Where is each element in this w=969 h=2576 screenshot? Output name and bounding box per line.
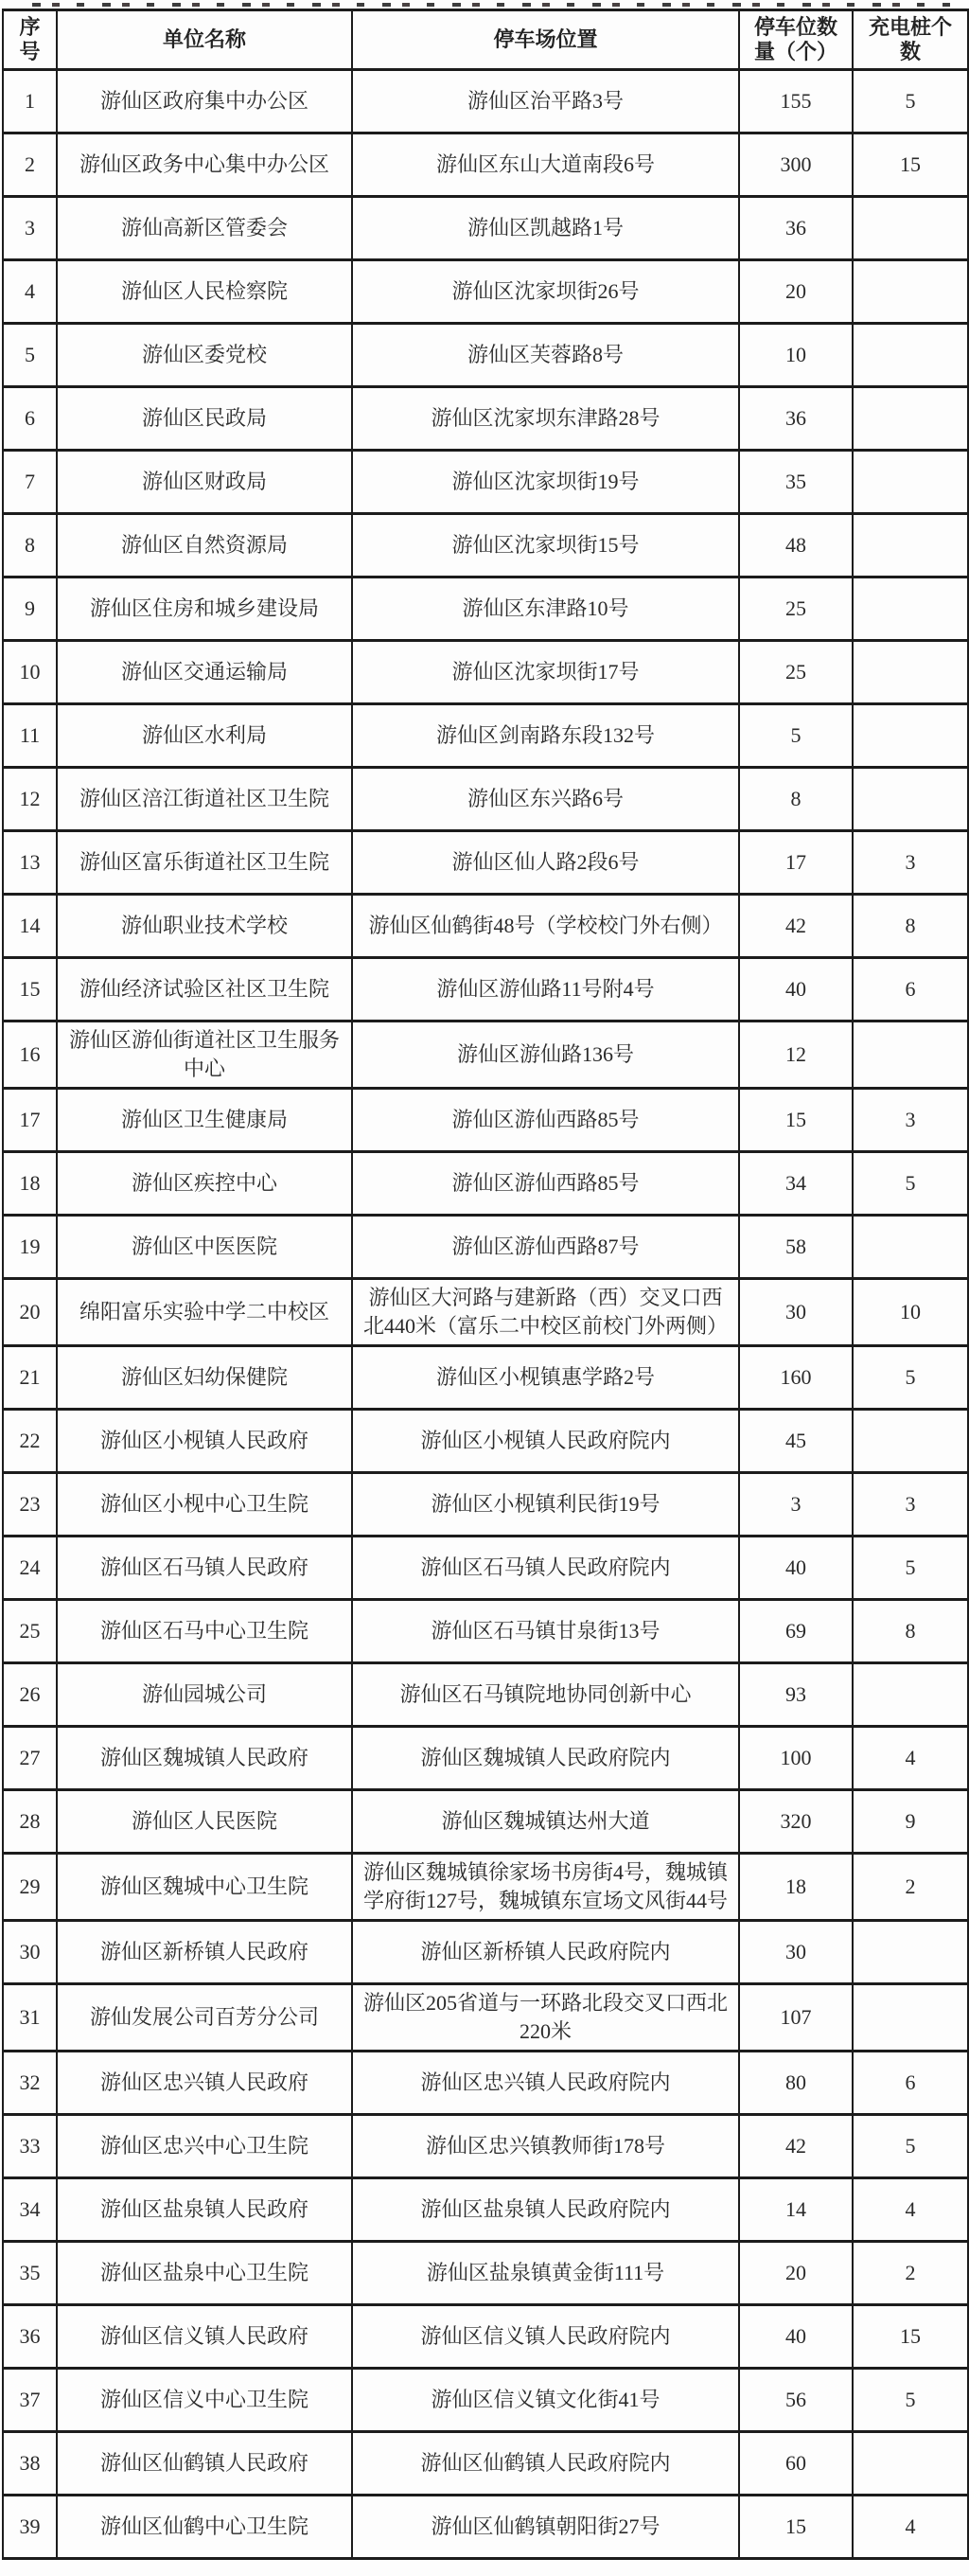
header-row bbox=[3, 10, 968, 70]
cell-location: 游仙区魏城镇徐家场书房街4号，魏城镇学府街127号，魏城镇东宣场文风街44号 bbox=[352, 1854, 739, 1921]
cell-index: 9 bbox=[3, 577, 57, 641]
cell-index: 36 bbox=[3, 2305, 57, 2369]
cell-unit-name: 游仙区忠兴中心卫生院 bbox=[57, 2115, 352, 2178]
cell-location: 游仙区仙鹤镇朝阳街27号 bbox=[352, 2496, 739, 2559]
cell-spaces: 15 bbox=[739, 1089, 853, 1152]
cell-spaces: 60 bbox=[739, 2432, 853, 2496]
cell-spaces: 30 bbox=[739, 1279, 853, 1346]
table-row bbox=[3, 1537, 968, 1600]
cell-index: 18 bbox=[3, 1152, 57, 1216]
table-row bbox=[3, 2305, 968, 2369]
cell-unit-name: 游仙区疾控中心 bbox=[57, 1152, 352, 1216]
cell-unit-name: 游仙区忠兴镇人民政府 bbox=[57, 2052, 352, 2115]
cell-spaces: 36 bbox=[739, 387, 853, 451]
cell-location: 游仙区小枧镇人民政府院内 bbox=[352, 1410, 739, 1473]
cell-spaces: 25 bbox=[739, 641, 853, 704]
cell-index: 29 bbox=[3, 1854, 57, 1921]
cell-unit-name: 游仙区盐泉中心卫生院 bbox=[57, 2242, 352, 2305]
cell-location: 游仙区205省道与一环路北段交叉口西北220米 bbox=[352, 1984, 739, 2052]
table-row bbox=[3, 324, 968, 387]
cell-unit-name: 游仙区仙鹤镇人民政府 bbox=[57, 2432, 352, 2496]
cell-index: 35 bbox=[3, 2242, 57, 2305]
cell-location: 游仙区游仙西路85号 bbox=[352, 1089, 739, 1152]
table-row bbox=[3, 958, 968, 1022]
cell-unit-name: 游仙区政府集中办公区 bbox=[57, 70, 352, 133]
cell-location: 游仙区魏城镇达州大道 bbox=[352, 1790, 739, 1854]
table-row bbox=[3, 1279, 968, 1346]
cell-chargers: 4 bbox=[853, 2496, 968, 2559]
cell-unit-name: 游仙区石马镇人民政府 bbox=[57, 1537, 352, 1600]
table-row bbox=[3, 768, 968, 831]
cell-spaces: 20 bbox=[739, 2242, 853, 2305]
cell-location: 游仙区小枧镇利民街19号 bbox=[352, 1473, 739, 1537]
cell-chargers: 6 bbox=[853, 958, 968, 1022]
table-row bbox=[3, 1473, 968, 1537]
cell-index: 5 bbox=[3, 324, 57, 387]
cell-chargers bbox=[853, 324, 968, 387]
cell-index: 23 bbox=[3, 1473, 57, 1537]
cell-spaces: 14 bbox=[739, 2178, 853, 2242]
table-row bbox=[3, 2369, 968, 2432]
cell-chargers bbox=[853, 451, 968, 514]
cell-index: 32 bbox=[3, 2052, 57, 2115]
cell-location: 游仙区仙人路2段6号 bbox=[352, 831, 739, 895]
table-row bbox=[3, 1152, 968, 1216]
cell-unit-name: 绵阳富乐实验中学二中校区 bbox=[57, 1279, 352, 1346]
cell-unit-name: 游仙区富乐街道社区卫生院 bbox=[57, 831, 352, 895]
cell-index: 20 bbox=[3, 1279, 57, 1346]
cell-spaces: 18 bbox=[739, 1854, 853, 1921]
cell-location: 游仙区石马镇院地协同创新中心 bbox=[352, 1663, 739, 1727]
cell-unit-name: 游仙区信义中心卫生院 bbox=[57, 2369, 352, 2432]
table-row bbox=[3, 641, 968, 704]
table-row bbox=[3, 1854, 968, 1921]
cell-chargers bbox=[853, 1921, 968, 1984]
cell-spaces: 40 bbox=[739, 958, 853, 1022]
cell-spaces: 45 bbox=[739, 1410, 853, 1473]
cell-spaces: 40 bbox=[739, 1537, 853, 1600]
cell-spaces: 10 bbox=[739, 324, 853, 387]
cell-chargers bbox=[853, 197, 968, 260]
cell-chargers bbox=[853, 577, 968, 641]
cell-chargers bbox=[853, 260, 968, 324]
cell-unit-name: 游仙区盐泉镇人民政府 bbox=[57, 2178, 352, 2242]
cell-unit-name: 游仙发展公司百芳分公司 bbox=[57, 1984, 352, 2052]
cell-unit-name: 游仙区魏城镇人民政府 bbox=[57, 1727, 352, 1790]
table-row bbox=[3, 2178, 968, 2242]
cell-unit-name: 游仙区涪江街道社区卫生院 bbox=[57, 768, 352, 831]
cell-spaces: 300 bbox=[739, 133, 853, 197]
cell-spaces: 56 bbox=[739, 2369, 853, 2432]
cell-chargers: 4 bbox=[853, 1727, 968, 1790]
cell-location: 游仙区游仙西路85号 bbox=[352, 1152, 739, 1216]
cell-index: 12 bbox=[3, 768, 57, 831]
table-row bbox=[3, 70, 968, 133]
cell-location: 游仙区游仙路11号附4号 bbox=[352, 958, 739, 1022]
cell-spaces: 107 bbox=[739, 1984, 853, 2052]
table-row bbox=[3, 197, 968, 260]
cell-spaces: 36 bbox=[739, 197, 853, 260]
cell-chargers: 5 bbox=[853, 2369, 968, 2432]
cell-chargers: 15 bbox=[853, 2305, 968, 2369]
cell-index: 31 bbox=[3, 1984, 57, 2052]
table-row bbox=[3, 451, 968, 514]
cell-index: 17 bbox=[3, 1089, 57, 1152]
cell-location: 游仙区信义镇人民政府院内 bbox=[352, 2305, 739, 2369]
col-header-index: 序号 bbox=[3, 10, 57, 70]
cell-spaces: 3 bbox=[739, 1473, 853, 1537]
cell-chargers: 2 bbox=[853, 1854, 968, 1921]
cell-unit-name: 游仙区民政局 bbox=[57, 387, 352, 451]
col-header-chargers: 充电桩个数 bbox=[853, 10, 968, 70]
cell-chargers bbox=[853, 641, 968, 704]
cell-unit-name: 游仙区住房和城乡建设局 bbox=[57, 577, 352, 641]
cell-index: 39 bbox=[3, 2496, 57, 2559]
cell-spaces: 100 bbox=[739, 1727, 853, 1790]
table-header bbox=[3, 10, 968, 70]
cell-index: 13 bbox=[3, 831, 57, 895]
cell-spaces: 155 bbox=[739, 70, 853, 133]
cell-spaces: 48 bbox=[739, 514, 853, 577]
col-header-location: 停车场位置 bbox=[352, 10, 739, 70]
cell-index: 11 bbox=[3, 704, 57, 768]
cell-unit-name: 游仙区小枧中心卫生院 bbox=[57, 1473, 352, 1537]
cell-unit-name: 游仙区人民检察院 bbox=[57, 260, 352, 324]
cell-location: 游仙区新桥镇人民政府院内 bbox=[352, 1921, 739, 1984]
cell-unit-name: 游仙区石马中心卫生院 bbox=[57, 1600, 352, 1663]
cell-chargers bbox=[853, 2432, 968, 2496]
cell-chargers: 2 bbox=[853, 2242, 968, 2305]
cell-chargers: 9 bbox=[853, 1790, 968, 1854]
cell-index: 19 bbox=[3, 1216, 57, 1279]
cell-unit-name: 游仙区政务中心集中办公区 bbox=[57, 133, 352, 197]
cell-index: 38 bbox=[3, 2432, 57, 2496]
cell-location: 游仙区治平路3号 bbox=[352, 70, 739, 133]
cell-location: 游仙区沈家坝街19号 bbox=[352, 451, 739, 514]
cell-location: 游仙区沈家坝东津路28号 bbox=[352, 387, 739, 451]
cell-spaces: 17 bbox=[739, 831, 853, 895]
cell-index: 27 bbox=[3, 1727, 57, 1790]
table-row bbox=[3, 1022, 968, 1089]
table-row bbox=[3, 1410, 968, 1473]
cell-location: 游仙区东津路10号 bbox=[352, 577, 739, 641]
cell-chargers bbox=[853, 704, 968, 768]
cell-spaces: 35 bbox=[739, 451, 853, 514]
cell-chargers bbox=[853, 514, 968, 577]
cell-chargers: 8 bbox=[853, 1600, 968, 1663]
table-row bbox=[3, 1663, 968, 1727]
cell-index: 34 bbox=[3, 2178, 57, 2242]
cell-location: 游仙区魏城镇人民政府院内 bbox=[352, 1727, 739, 1790]
cell-spaces: 69 bbox=[739, 1600, 853, 1663]
table-row bbox=[3, 831, 968, 895]
cell-unit-name: 游仙区新桥镇人民政府 bbox=[57, 1921, 352, 1984]
cell-chargers: 3 bbox=[853, 1473, 968, 1537]
cell-spaces: 5 bbox=[739, 704, 853, 768]
table-row bbox=[3, 1600, 968, 1663]
cell-unit-name: 游仙区自然资源局 bbox=[57, 514, 352, 577]
cell-chargers: 4 bbox=[853, 2178, 968, 2242]
cell-spaces: 40 bbox=[739, 2305, 853, 2369]
cropped-title-fragments bbox=[32, 0, 950, 9]
cell-chargers: 5 bbox=[853, 1346, 968, 1410]
cell-location: 游仙区仙鹤街48号（学校校门外右侧） bbox=[352, 895, 739, 958]
cell-location: 游仙区忠兴镇人民政府院内 bbox=[352, 2052, 739, 2115]
table-body bbox=[3, 70, 968, 2559]
cell-index: 4 bbox=[3, 260, 57, 324]
table-row bbox=[3, 2115, 968, 2178]
cell-spaces: 160 bbox=[739, 1346, 853, 1410]
cell-location: 游仙区盐泉镇人民政府院内 bbox=[352, 2178, 739, 2242]
cell-index: 21 bbox=[3, 1346, 57, 1410]
cell-index: 2 bbox=[3, 133, 57, 197]
cell-chargers bbox=[853, 387, 968, 451]
cell-location: 游仙区东山大道南段6号 bbox=[352, 133, 739, 197]
cell-unit-name: 游仙区财政局 bbox=[57, 451, 352, 514]
cell-unit-name: 游仙区信义镇人民政府 bbox=[57, 2305, 352, 2369]
cell-chargers: 3 bbox=[853, 831, 968, 895]
cell-index: 10 bbox=[3, 641, 57, 704]
cell-unit-name: 游仙区魏城中心卫生院 bbox=[57, 1854, 352, 1921]
cell-index: 1 bbox=[3, 70, 57, 133]
table-row bbox=[3, 1790, 968, 1854]
table-row bbox=[3, 895, 968, 958]
cell-unit-name: 游仙高新区管委会 bbox=[57, 197, 352, 260]
cell-location: 游仙区东兴路6号 bbox=[352, 768, 739, 831]
cell-spaces: 30 bbox=[739, 1921, 853, 1984]
cell-location: 游仙区游仙路136号 bbox=[352, 1022, 739, 1089]
cell-location: 游仙区石马镇甘泉街13号 bbox=[352, 1600, 739, 1663]
table-row bbox=[3, 1346, 968, 1410]
table-row bbox=[3, 387, 968, 451]
table-row bbox=[3, 260, 968, 324]
cell-location: 游仙区石马镇人民政府院内 bbox=[352, 1537, 739, 1600]
cell-location: 游仙区沈家坝街26号 bbox=[352, 260, 739, 324]
cell-unit-name: 游仙区交通运输局 bbox=[57, 641, 352, 704]
parking-table bbox=[2, 9, 969, 2560]
cell-spaces: 93 bbox=[739, 1663, 853, 1727]
cell-spaces: 15 bbox=[739, 2496, 853, 2559]
cell-chargers: 8 bbox=[853, 895, 968, 958]
cell-index: 33 bbox=[3, 2115, 57, 2178]
cell-unit-name: 游仙园城公司 bbox=[57, 1663, 352, 1727]
cell-unit-name: 游仙区妇幼保健院 bbox=[57, 1346, 352, 1410]
cell-spaces: 8 bbox=[739, 768, 853, 831]
table-row bbox=[3, 577, 968, 641]
cell-chargers: 5 bbox=[853, 70, 968, 133]
table-row bbox=[3, 704, 968, 768]
cell-chargers: 15 bbox=[853, 133, 968, 197]
col-header-spaces: 停车位数量（个） bbox=[739, 10, 853, 70]
cell-chargers bbox=[853, 768, 968, 831]
cell-index: 37 bbox=[3, 2369, 57, 2432]
cell-unit-name: 游仙区小枧镇人民政府 bbox=[57, 1410, 352, 1473]
cell-chargers bbox=[853, 1663, 968, 1727]
cell-spaces: 80 bbox=[739, 2052, 853, 2115]
cell-unit-name: 游仙区人民医院 bbox=[57, 1790, 352, 1854]
table-row bbox=[3, 2242, 968, 2305]
cell-chargers bbox=[853, 1022, 968, 1089]
cell-index: 6 bbox=[3, 387, 57, 451]
cell-location: 游仙区凯越路1号 bbox=[352, 197, 739, 260]
cell-index: 14 bbox=[3, 895, 57, 958]
cell-chargers: 5 bbox=[853, 1537, 968, 1600]
cell-index: 25 bbox=[3, 1600, 57, 1663]
cell-chargers: 5 bbox=[853, 1152, 968, 1216]
table-row bbox=[3, 514, 968, 577]
table-row bbox=[3, 2496, 968, 2559]
cell-spaces: 42 bbox=[739, 2115, 853, 2178]
table-row bbox=[3, 133, 968, 197]
cell-spaces: 42 bbox=[739, 895, 853, 958]
cell-index: 26 bbox=[3, 1663, 57, 1727]
cell-chargers: 10 bbox=[853, 1279, 968, 1346]
cell-unit-name: 游仙区水利局 bbox=[57, 704, 352, 768]
table-row bbox=[3, 1089, 968, 1152]
cell-spaces: 320 bbox=[739, 1790, 853, 1854]
cell-unit-name: 游仙区委党校 bbox=[57, 324, 352, 387]
cell-index: 8 bbox=[3, 514, 57, 577]
cell-unit-name: 游仙区中医医院 bbox=[57, 1216, 352, 1279]
cell-index: 7 bbox=[3, 451, 57, 514]
cell-chargers bbox=[853, 1410, 968, 1473]
cell-chargers: 5 bbox=[853, 2115, 968, 2178]
cell-index: 30 bbox=[3, 1921, 57, 1984]
table-row bbox=[3, 1727, 968, 1790]
cell-chargers bbox=[853, 1984, 968, 2052]
cell-location: 游仙区信义镇文化街41号 bbox=[352, 2369, 739, 2432]
cell-chargers: 6 bbox=[853, 2052, 968, 2115]
cell-spaces: 12 bbox=[739, 1022, 853, 1089]
cell-chargers bbox=[853, 1216, 968, 1279]
cell-location: 游仙区仙鹤镇人民政府院内 bbox=[352, 2432, 739, 2496]
cell-unit-name: 游仙职业技术学校 bbox=[57, 895, 352, 958]
cell-location: 游仙区沈家坝街15号 bbox=[352, 514, 739, 577]
cell-location: 游仙区大河路与建新路（西）交叉口西北440米（富乐二中校区前校门外两侧） bbox=[352, 1279, 739, 1346]
cell-spaces: 25 bbox=[739, 577, 853, 641]
cell-location: 游仙区沈家坝街17号 bbox=[352, 641, 739, 704]
cell-index: 16 bbox=[3, 1022, 57, 1089]
cell-unit-name: 游仙区游仙街道社区卫生服务中心 bbox=[57, 1022, 352, 1089]
cell-spaces: 58 bbox=[739, 1216, 853, 1279]
cell-location: 游仙区游仙西路87号 bbox=[352, 1216, 739, 1279]
cell-index: 22 bbox=[3, 1410, 57, 1473]
cell-chargers: 3 bbox=[853, 1089, 968, 1152]
cell-location: 游仙区芙蓉路8号 bbox=[352, 324, 739, 387]
table-row bbox=[3, 2052, 968, 2115]
cell-unit-name: 游仙区仙鹤中心卫生院 bbox=[57, 2496, 352, 2559]
cell-index: 15 bbox=[3, 958, 57, 1022]
col-header-unit-name: 单位名称 bbox=[57, 10, 352, 70]
cell-location: 游仙区剑南路东段132号 bbox=[352, 704, 739, 768]
cell-unit-name: 游仙经济试验区社区卫生院 bbox=[57, 958, 352, 1022]
cell-spaces: 20 bbox=[739, 260, 853, 324]
cell-location: 游仙区忠兴镇教师街178号 bbox=[352, 2115, 739, 2178]
cell-unit-name: 游仙区卫生健康局 bbox=[57, 1089, 352, 1152]
table-row bbox=[3, 1921, 968, 1984]
cell-index: 3 bbox=[3, 197, 57, 260]
cell-index: 24 bbox=[3, 1537, 57, 1600]
cell-location: 游仙区小枧镇惠学路2号 bbox=[352, 1346, 739, 1410]
table-row bbox=[3, 2432, 968, 2496]
table-row bbox=[3, 1984, 968, 2052]
table-row bbox=[3, 1216, 968, 1279]
cell-location: 游仙区盐泉镇黄金街111号 bbox=[352, 2242, 739, 2305]
cell-spaces: 34 bbox=[739, 1152, 853, 1216]
cell-index: 28 bbox=[3, 1790, 57, 1854]
